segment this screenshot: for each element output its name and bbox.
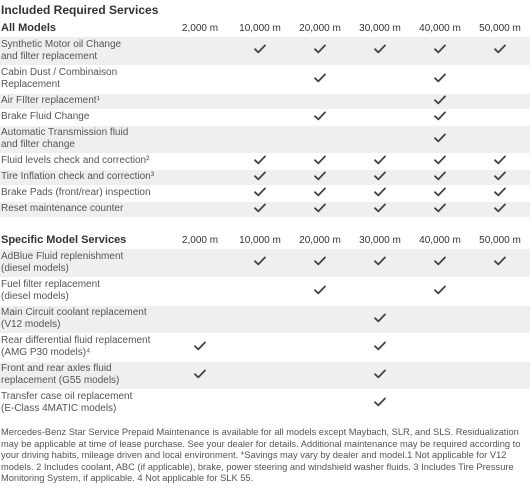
- interval-cell: [290, 109, 350, 125]
- service-name-line: (AMG P30 models)⁴: [1, 347, 91, 358]
- interval-cell: [170, 305, 230, 333]
- checkmark-icon: [254, 171, 266, 181]
- interval-cell: [350, 37, 410, 65]
- service-name: [0, 249, 170, 277]
- service-name-line: Replacement: [1, 79, 60, 90]
- interval-cell: [470, 153, 530, 169]
- checkmark-icon: [434, 73, 446, 83]
- service-name: [0, 169, 170, 185]
- checkmark-icon: [434, 133, 446, 143]
- interval-cell: [230, 153, 290, 169]
- interval-cell: [410, 277, 470, 305]
- service-name: [0, 361, 170, 389]
- checkmark-icon: [314, 256, 326, 266]
- interval-cell: [350, 249, 410, 277]
- interval-cell: [410, 185, 470, 201]
- interval-cell: [290, 277, 350, 305]
- mileage-header: 10,000 m: [239, 234, 281, 246]
- interval-cell: [170, 389, 230, 417]
- interval-cell: [350, 333, 410, 361]
- service-name-line: Brake Pads (front/rear) inspection: [1, 187, 151, 198]
- service-row: [0, 277, 530, 305]
- interval-cell: [290, 361, 350, 389]
- interval-cell: [290, 305, 350, 333]
- mileage-header: 20,000 m: [299, 22, 341, 34]
- interval-cell: [470, 389, 530, 417]
- interval-cell: [170, 249, 230, 277]
- interval-cell: [410, 305, 470, 333]
- interval-cell: [170, 109, 230, 125]
- interval-cell: [350, 153, 410, 169]
- service-name: [0, 37, 170, 65]
- service-name-line: (diesel models): [1, 262, 69, 274]
- interval-cell: [290, 389, 350, 417]
- service-name: [0, 185, 170, 201]
- mileage-header: 50,000 m: [479, 22, 521, 34]
- interval-cell: [290, 37, 350, 65]
- interval-cell: [470, 125, 530, 153]
- checkmark-icon: [254, 203, 266, 213]
- page-title: Included Required Services: [1, 3, 159, 17]
- checkmark-icon: [374, 313, 386, 323]
- interval-cell: [350, 109, 410, 125]
- interval-cell: [290, 201, 350, 217]
- service-name-line: and filter replacement: [1, 50, 98, 62]
- checkmark-icon: [254, 187, 266, 197]
- interval-cell: [170, 65, 230, 93]
- interval-cell: [470, 185, 530, 201]
- service-row: [0, 389, 530, 417]
- interval-cell: [290, 153, 350, 169]
- service-row: [0, 333, 530, 361]
- checkmark-icon: [434, 203, 446, 213]
- checkmark-icon: [494, 171, 506, 181]
- interval-cell: [350, 305, 410, 333]
- service-name-line: Rear differential fluid replacement: [1, 335, 151, 346]
- interval-cell: [410, 37, 470, 65]
- interval-cell: [290, 333, 350, 361]
- interval-cell: [410, 333, 470, 361]
- checkmark-icon: [374, 44, 386, 54]
- footnote: Mercedes-Benz Star Service Prepaid Maintenance is available for all models except Maybach, SLR, and SLS. Residualization may be applicable at time of lease purchase. See your dealer for details. Additional maintenance may be required according to your driving habits, mileage driven and local environment. *Savings may vary by dealer and model.1 Not applicable for V12 models. 2 Includes coolant, ABC (if applicable), brake, power steering and windshield washer fluids. 3 Includes Tire Pressure Monitoring System, if applicable. 4 Not applicable for SLK 55.: [1, 427, 521, 483]
- checkmark-icon: [494, 155, 506, 165]
- service-row: [0, 109, 530, 125]
- service-row: [0, 169, 530, 185]
- interval-cell: [170, 277, 230, 305]
- service-name: [0, 153, 170, 169]
- checkmark-icon: [374, 203, 386, 213]
- interval-cell: [470, 201, 530, 217]
- all-models-title: All Models: [1, 22, 57, 34]
- mileage-header: 40,000 m: [419, 234, 461, 246]
- interval-cell: [350, 65, 410, 93]
- interval-cell: [230, 125, 290, 153]
- service-name-line: Fluid levels check and correction²: [1, 155, 150, 166]
- interval-cell: [470, 361, 530, 389]
- interval-cell: [350, 389, 410, 417]
- interval-cell: [410, 389, 470, 417]
- checkmark-icon: [314, 171, 326, 181]
- service-name: [0, 125, 170, 153]
- specific-models-title: Specific Model Services: [1, 234, 127, 246]
- interval-cell: [410, 153, 470, 169]
- interval-cell: [350, 169, 410, 185]
- all-models-header-row: [0, 19, 530, 37]
- interval-cell: [230, 305, 290, 333]
- interval-cell: [170, 201, 230, 217]
- interval-cell: [350, 125, 410, 153]
- interval-cell: [290, 169, 350, 185]
- interval-cell: [470, 93, 530, 109]
- service-name-line: (diesel models): [1, 291, 69, 302]
- service-name-line: Fuel filter replacement: [1, 279, 100, 290]
- service-name: [0, 93, 170, 109]
- interval-cell: [350, 277, 410, 305]
- interval-cell: [170, 125, 230, 153]
- interval-cell: [290, 65, 350, 93]
- service-name: [0, 389, 170, 417]
- interval-cell: [230, 361, 290, 389]
- service-row: [0, 305, 530, 333]
- interval-cell: [230, 37, 290, 65]
- interval-cell: [170, 153, 230, 169]
- mileage-header: 2,000 m: [181, 234, 219, 246]
- interval-cell: [470, 277, 530, 305]
- checkmark-icon: [494, 203, 506, 213]
- interval-cell: [230, 109, 290, 125]
- interval-cell: [290, 125, 350, 153]
- service-name: [0, 333, 170, 361]
- interval-cell: [470, 249, 530, 277]
- interval-cell: [290, 185, 350, 201]
- service-name-line: Air FIlter replacement¹: [1, 95, 100, 106]
- checkmark-icon: [374, 341, 386, 351]
- specific-models-table: [0, 231, 530, 418]
- checkmark-icon: [434, 44, 446, 54]
- interval-cell: [230, 93, 290, 109]
- checkmark-icon: [374, 369, 386, 379]
- service-row: [0, 185, 530, 201]
- interval-cell: [230, 169, 290, 185]
- checkmark-icon: [254, 44, 266, 54]
- interval-cell: [470, 37, 530, 65]
- interval-cell: [230, 277, 290, 305]
- service-name-line: Synthetic Motor oil Change: [1, 38, 122, 50]
- service-name-line: Brake Fluid Change: [1, 111, 90, 122]
- interval-cell: [230, 65, 290, 93]
- interval-cell: [230, 249, 290, 277]
- service-name: [0, 65, 170, 93]
- checkmark-icon: [434, 95, 446, 105]
- mileage-header: 30,000 m: [359, 22, 401, 34]
- checkmark-icon: [194, 341, 206, 351]
- service-row: [0, 153, 530, 169]
- service-row: [0, 65, 530, 93]
- service-name-line: Automatic Transmission fluid: [1, 127, 129, 138]
- interval-cell: [410, 361, 470, 389]
- mileage-header: 30,000 m: [359, 234, 401, 246]
- checkmark-icon: [434, 171, 446, 181]
- service-name-line: Cabin Dust / Combinaison: [1, 67, 118, 78]
- interval-cell: [410, 93, 470, 109]
- service-name: [0, 109, 170, 125]
- checkmark-icon: [314, 111, 326, 121]
- service-row: [0, 249, 530, 277]
- mileage-header: 2,000 m: [181, 22, 219, 34]
- service-row: [0, 201, 530, 217]
- checkmark-icon: [374, 155, 386, 165]
- interval-cell: [230, 201, 290, 217]
- interval-cell: [170, 361, 230, 389]
- checkmark-icon: [494, 187, 506, 197]
- interval-cell: [470, 109, 530, 125]
- checkmark-icon: [314, 155, 326, 165]
- interval-cell: [410, 169, 470, 185]
- interval-cell: [350, 185, 410, 201]
- specific-models-rows: [0, 249, 530, 417]
- service-name-line: (E-Class 4MATIC models): [1, 403, 117, 414]
- interval-cell: [350, 201, 410, 217]
- interval-cell: [410, 125, 470, 153]
- checkmark-icon: [194, 369, 206, 379]
- interval-cell: [170, 169, 230, 185]
- interval-cell: [470, 305, 530, 333]
- checkmark-icon: [254, 256, 266, 266]
- checkmark-icon: [434, 256, 446, 266]
- interval-cell: [290, 249, 350, 277]
- mileage-header: 10,000 m: [239, 22, 281, 34]
- service-name-line: AdBlue Fluid replenishment: [1, 250, 124, 262]
- service-name-line: Main Circuit coolant replacement: [1, 307, 147, 318]
- checkmark-icon: [374, 256, 386, 266]
- interval-cell: [410, 109, 470, 125]
- mileage-header: 50,000 m: [479, 234, 521, 246]
- interval-cell: [290, 93, 350, 109]
- interval-cell: [230, 389, 290, 417]
- checkmark-icon: [254, 155, 266, 165]
- interval-cell: [170, 333, 230, 361]
- service-row: [0, 93, 530, 109]
- checkmark-icon: [494, 256, 506, 266]
- interval-cell: [410, 201, 470, 217]
- service-name-line: Reset maintenance counter: [1, 203, 124, 214]
- service-name: [0, 277, 170, 305]
- service-name: [0, 201, 170, 217]
- specific-models-header-row: [0, 231, 530, 249]
- checkmark-icon: [314, 285, 326, 295]
- checkmark-icon: [314, 203, 326, 213]
- service-name-line: (V12 models): [1, 319, 61, 330]
- interval-cell: [170, 37, 230, 65]
- interval-cell: [350, 93, 410, 109]
- interval-cell: [230, 185, 290, 201]
- interval-cell: [470, 169, 530, 185]
- checkmark-icon: [374, 187, 386, 197]
- interval-cell: [170, 185, 230, 201]
- service-name-line: Tire Inflation check and correction³: [1, 171, 155, 182]
- interval-cell: [410, 65, 470, 93]
- service-row: [0, 361, 530, 389]
- service-name-line: Front and rear axles fluid: [1, 363, 112, 374]
- checkmark-icon: [314, 44, 326, 54]
- service-name: [0, 305, 170, 333]
- checkmark-icon: [314, 73, 326, 83]
- service-name-line: replacement (G55 models): [1, 375, 120, 386]
- service-name-line: Transfer case oil replacement: [1, 391, 133, 402]
- mileage-header: 40,000 m: [419, 22, 461, 34]
- interval-cell: [170, 93, 230, 109]
- checkmark-icon: [374, 171, 386, 181]
- checkmark-icon: [434, 111, 446, 121]
- checkmark-icon: [434, 285, 446, 295]
- checkmark-icon: [434, 155, 446, 165]
- service-row: [0, 125, 530, 153]
- interval-cell: [470, 65, 530, 93]
- interval-cell: [230, 333, 290, 361]
- mileage-header: 20,000 m: [299, 234, 341, 246]
- service-row: [0, 37, 530, 65]
- all-models-rows: [0, 37, 530, 217]
- checkmark-icon: [494, 44, 506, 54]
- interval-cell: [470, 333, 530, 361]
- all-models-table: [0, 19, 530, 218]
- service-name-line: and filter change: [1, 139, 75, 150]
- checkmark-icon: [314, 187, 326, 197]
- interval-cell: [410, 249, 470, 277]
- interval-cell: [350, 361, 410, 389]
- checkmark-icon: [434, 187, 446, 197]
- checkmark-icon: [374, 397, 386, 407]
